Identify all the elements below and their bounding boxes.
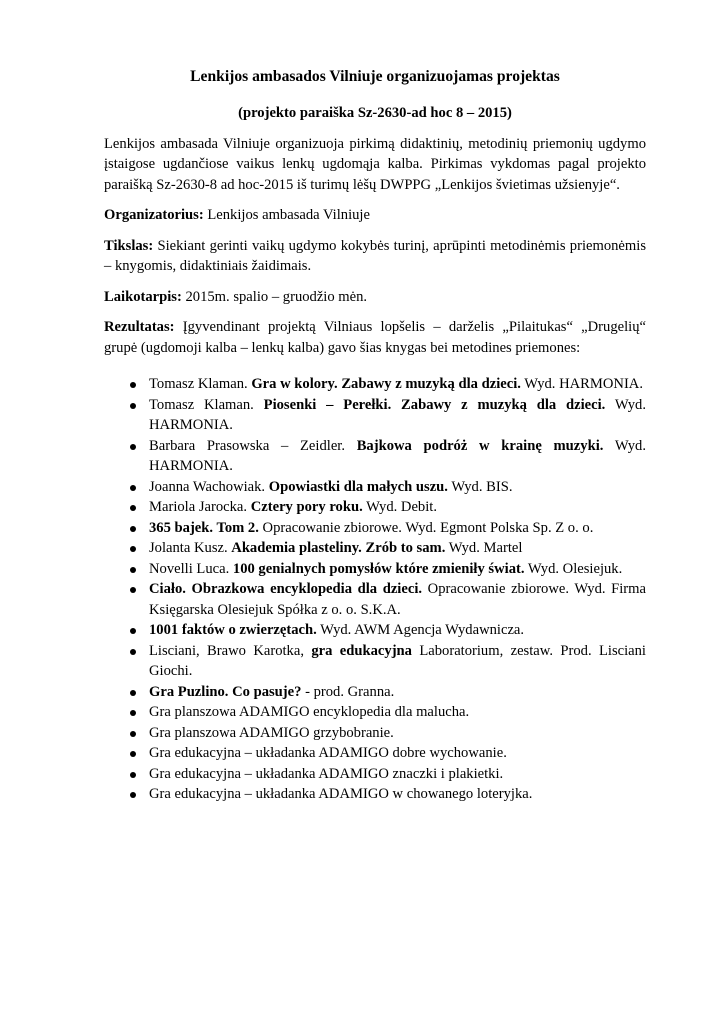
list-item — [104, 784, 646, 805]
organizer-paragraph — [104, 205, 646, 226]
list-item — [104, 723, 646, 744]
list-item — [104, 538, 646, 559]
goal-label: Tikslas: — [104, 237, 154, 254]
bullet-icon — [130, 710, 136, 716]
item-bold-text: Cztery pory roku. — [250, 499, 363, 515]
item-pre-text: Tomasz Klaman. — [149, 396, 264, 413]
list-item — [104, 395, 646, 436]
item-post-text: Wyd. HARMONIA. — [520, 376, 643, 392]
item-pre-text: Jolanta Kusz. — [149, 540, 232, 556]
list-item — [104, 641, 646, 682]
goal-paragraph — [104, 236, 646, 277]
bullet-icon — [130, 505, 136, 511]
item-post-text: Wyd. HARMONIA. — [149, 437, 646, 474]
item-pre-text: Gra edukacyjna – układanka ADAMIGO znaczki i plakietki. — [149, 765, 504, 782]
item-post-text: Wyd. Olesiejuk. — [524, 560, 623, 577]
period-paragraph — [104, 287, 646, 308]
item-post-text: Opracowanie zbiorowe. Wyd. Egmont Polska Sp. Z o. o. — [258, 519, 594, 536]
bullet-icon — [130, 731, 136, 737]
item-pre-text: Novelli Luca. — [149, 560, 233, 577]
document-title: Lenkijos ambasados Vilniuje organizuojamas projektas — [190, 68, 560, 85]
item-bold-text: Akademia plasteliny. Zrób to sam. — [231, 540, 446, 556]
list-item — [104, 702, 646, 723]
bullet-icon — [130, 403, 136, 409]
period-text: 2015m. spalio – gruodžio mėn. — [181, 288, 368, 305]
item-post-text: Laboratorium, zestaw. Prod. Lisciani Giochi. — [149, 642, 646, 679]
goal-text: Siekiant gerinti vaikų ugdymo kokybės turinį, aprūpinti metodinėmis priemonėmis – knygomis, didaktiniais žaidimais. — [104, 237, 646, 274]
item-post-text: Wyd. Debit. — [362, 499, 437, 515]
list-item — [104, 682, 646, 703]
bullet-icon — [130, 444, 136, 450]
bullet-icon — [130, 567, 136, 573]
item-pre-text: Barbara Prasowska – Zeidler. — [149, 437, 357, 454]
list-item — [104, 374, 646, 395]
item-pre-text: Gra planszowa ADAMIGO grzybobranie. — [149, 724, 394, 741]
bullet-icon — [130, 382, 136, 388]
item-post-text: Wyd. AWM Agencja Wydawnicza. — [316, 622, 525, 638]
item-post-text: Opracowanie zbiorowe. Wyd. Firma Księgarska Olesiejuk Spółka z o. o. S.K.A. — [149, 581, 646, 618]
item-pre-text: Gra edukacyjna – układanka ADAMIGO w chowanego loteryjka. — [149, 786, 533, 802]
item-bold-text: 365 bajek. Tom 2. — [149, 519, 259, 536]
list-item — [104, 436, 646, 477]
bullet-icon — [130, 628, 136, 634]
items-list — [104, 374, 646, 805]
bullet-icon — [130, 690, 136, 696]
period-label: Laikotarpis: — [104, 288, 182, 305]
document-subtitle: (projekto paraiška Sz-2630-ad hoc 8 – 2015) — [238, 105, 512, 121]
item-pre-text: Tomasz Klaman. — [149, 376, 252, 392]
item-bold-text: Ciało. Obrazkowa encyklopedia dla dzieci. — [149, 581, 423, 597]
item-pre-text: Joanna Wachowiak. — [149, 478, 269, 495]
bullet-icon — [130, 649, 136, 655]
list-item — [104, 743, 646, 764]
list-item — [104, 559, 646, 580]
item-bold-text: 1001 faktów o zwierzętach. — [149, 622, 317, 638]
results-text: Įgyvendinant projektą Vilniaus lopšelis – darželis „Pilaitukas“ „Drugelių“ grupė (ugdomoji kalba – lenkų kalba) gavo šias knygas bei metodines priemones: — [104, 319, 646, 356]
item-post-text: Wyd. HARMONIA. — [149, 396, 647, 433]
item-bold-text: Gra Puzlino. Co pasuje? — [149, 683, 302, 700]
bullet-icon — [130, 792, 136, 798]
bullet-icon — [130, 526, 136, 532]
item-post-text: Wyd. Martel — [445, 540, 523, 556]
item-bold-text: Gra w kolory. Zabawy z muzyką dla dzieci. — [251, 376, 521, 392]
item-pre-text: Lisciani, Brawo Karotka, — [149, 642, 312, 659]
list-item — [104, 764, 646, 785]
item-bold-text: Piosenki – Perełki. Zabawy z muzyką dla dzieci. — [263, 396, 606, 413]
bullet-icon — [130, 587, 136, 593]
bullet-icon — [130, 772, 136, 778]
organizer-label: Organizatorius: — [104, 207, 204, 223]
item-pre-text: Gra planszowa ADAMIGO encyklopedia dla malucha. — [149, 704, 470, 720]
item-post-text: - prod. Granna. — [301, 683, 395, 700]
item-bold-text: Opowiastki dla małych uszu. — [268, 478, 448, 495]
document-page — [104, 66, 646, 805]
list-item — [104, 620, 646, 641]
bullet-icon — [130, 485, 136, 491]
bullet-icon — [130, 751, 136, 757]
item-bold-text: Bajkowa podróż w krainę muzyki. — [356, 437, 604, 454]
list-item — [104, 497, 646, 518]
organizer-text: Lenkijos ambasada Vilniuje — [203, 207, 370, 223]
intro-paragraph: Lenkijos ambasada Vilniuje organizuoja pirkimą didaktinių, metodinių priemonių ugdymo įstaigose ugdančiose vaikus lenkų ugdomąja kalba. Pirkimas vykdomas pagal projekto paraišką Sz-2630-8 ad hoc-2015 iš turimų lėšų DWPPG „Lenkijos švietimas užsienyje“. — [104, 135, 646, 193]
item-bold-text: 100 genialnych pomysłów które zmieniły świat. — [232, 560, 525, 577]
list-item — [104, 477, 646, 498]
item-post-text: Wyd. BIS. — [447, 478, 513, 495]
list-item — [104, 518, 646, 539]
list-item — [104, 579, 646, 620]
item-pre-text: Gra edukacyjna – układanka ADAMIGO dobre wychowanie. — [149, 745, 507, 761]
results-paragraph — [104, 317, 646, 358]
bullet-icon — [130, 546, 136, 552]
results-label: Rezultatas: — [104, 319, 175, 335]
item-bold-text: gra edukacyjna — [311, 642, 412, 659]
item-pre-text: Mariola Jarocka. — [149, 499, 251, 515]
